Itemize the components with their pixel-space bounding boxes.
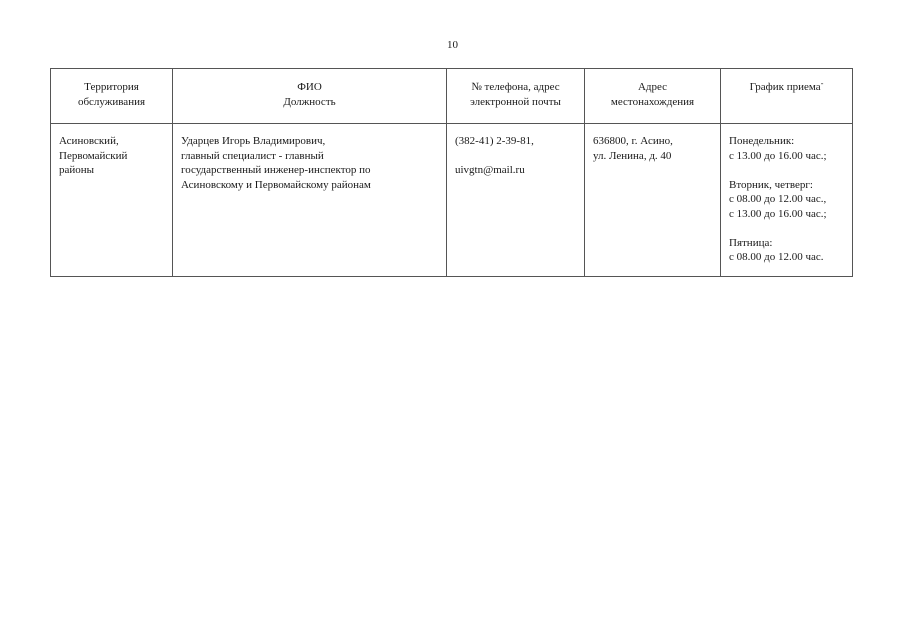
- phone-text: (382-41) 2-39-81,: [455, 135, 534, 147]
- header-contacts: [447, 69, 585, 124]
- header-territory: [51, 69, 173, 124]
- email-text: uivgtn@mail.ru: [455, 164, 525, 176]
- address-line: 636800, г. Асино,: [593, 135, 673, 147]
- cell-schedule: [721, 124, 853, 277]
- cell-address: [585, 124, 721, 277]
- header-fio-line: Должность: [283, 95, 336, 108]
- schedule-line: Вторник, четверг:: [729, 178, 813, 191]
- territory-line: Первомайский: [59, 149, 128, 162]
- header-territory-line: Территория: [84, 81, 139, 93]
- header-schedule: [721, 69, 853, 124]
- fio-line: Ударцев Игорь Владимирович,: [181, 135, 326, 147]
- territory-line: Асиновский,: [59, 135, 119, 147]
- fio-line: Асиновскому и Первомайскому районам: [181, 178, 371, 191]
- fio-line: главный специалист - главный: [181, 149, 324, 162]
- schedule-table: [50, 68, 853, 277]
- cell-fio: [173, 124, 447, 277]
- header-fio: [173, 69, 447, 124]
- schedule-line: с 08.00 до 12.00 час.,: [729, 193, 827, 205]
- fio-line: государственный инженер-инспектор по: [181, 164, 371, 176]
- cell-territory: [51, 124, 173, 277]
- header-territory-line: обслуживания: [77, 95, 146, 108]
- page-number: 10: [447, 39, 458, 51]
- header-address-line: местонахождения: [610, 95, 695, 108]
- schedule-line: Пятница:: [729, 236, 773, 249]
- territory-line: районы: [59, 164, 95, 176]
- header-fio-line: ФИО: [297, 81, 322, 93]
- header-address: [585, 69, 721, 124]
- address-line: ул. Ленина, д. 40: [593, 149, 672, 162]
- table-row: [51, 124, 853, 277]
- schedule-line: с 08.00 до 12.00 час.: [729, 251, 824, 263]
- header-address-line: Адрес: [637, 81, 668, 93]
- header-contacts-line: № телефона, адрес: [471, 81, 560, 93]
- header-schedule-mark: -: [820, 79, 824, 88]
- schedule-line: с 13.00 до 16.00 час.;: [729, 149, 827, 162]
- schedule-line: Понедельник:: [729, 135, 795, 147]
- schedule-line: с 13.00 до 16.00 час.;: [729, 207, 827, 220]
- header-row: [51, 69, 853, 124]
- header-contacts-line: электронной почты: [470, 95, 561, 108]
- header-schedule-label: График приема: [749, 81, 821, 93]
- cell-contacts: [447, 124, 585, 277]
